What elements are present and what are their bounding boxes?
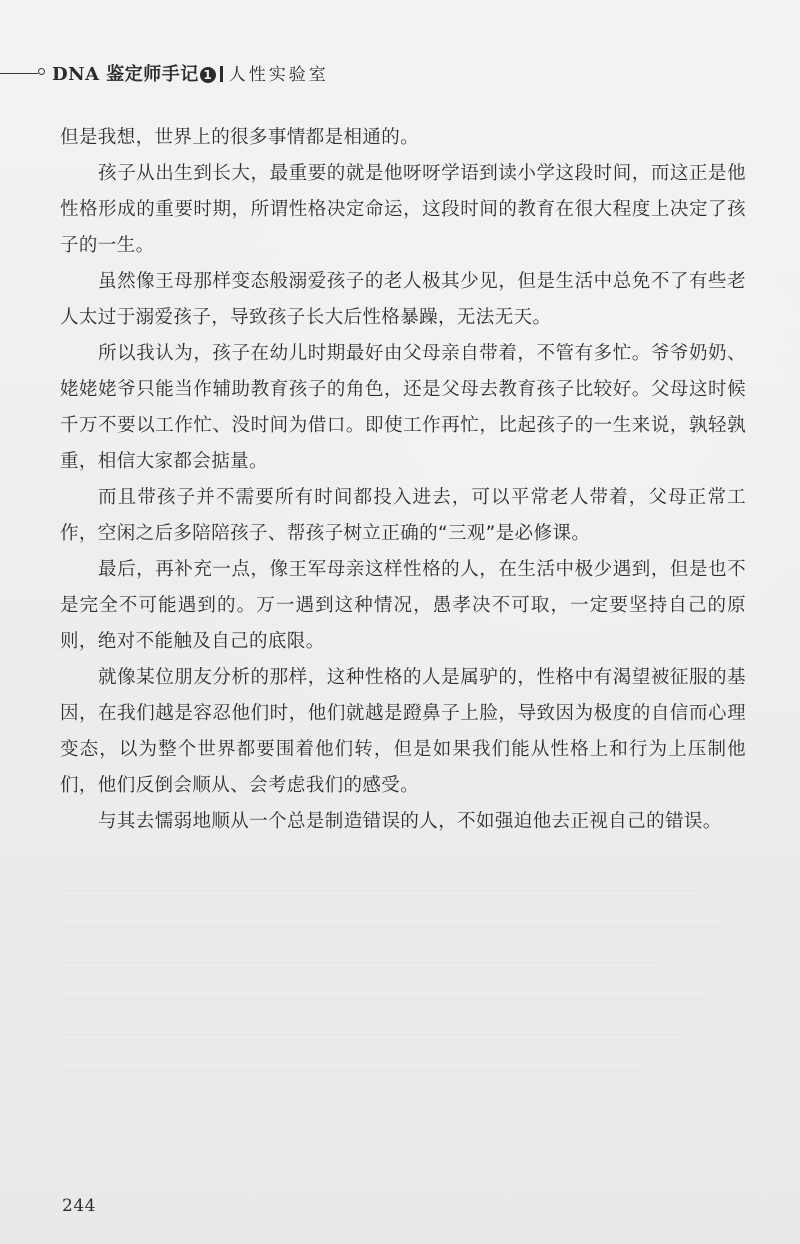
paragraph: 最后，再补充一点，像王军母亲这样性格的人，在生活中极少遇到，但是也不是完全不可能遇到的。万一遇到这种情况，愚孝决不可取，一定要坚持自己的原则，绝对不能触及自己的底限。 — [60, 559, 746, 652]
header-rule-line — [0, 73, 38, 74]
header-separator — [220, 66, 223, 82]
header-circle-icon — [38, 68, 45, 75]
paragraph: 而且带孩子并不需要所有时间都投入进去，可以平常老人带着，父母正常工作，空闲之后多陪陪孩子、帮孩子树立正确的“三观”是必修课。 — [60, 487, 746, 544]
book-title-main: DNA 鉴定师手记 — [52, 64, 199, 85]
paragraph: 与其去懦弱地顺从一个总是制造错误的人，不如强迫他去正视自己的错误。 — [98, 811, 722, 832]
book-title — [52, 60, 329, 86]
volume-badge: 1 — [200, 67, 216, 83]
paragraph: 所以我认为，孩子在幼儿时期最好由父母亲自带着，不管有多忙。爷爷奶奶、姥姥姥爷只能当作辅助教育孩子的角色，还是父母去教育孩子比较好。父母这时候千万不要以工作忙、没时间为借口。即使工作再忙，比起孩子的一生来说，孰轻孰重，相信大家都会掂量。 — [60, 343, 746, 472]
running-header — [0, 58, 800, 86]
show-through-texture — [60, 880, 750, 1130]
body-text — [60, 120, 746, 840]
paragraph: 就像某位朋友分析的那样，这种性格的人是属驴的，性格中有渴望被征服的基因，在我们越是容忍他们时，他们就越是蹬鼻子上脸，导致因为极度的自信而心理变态，以为整个世界都要围着他们转，但是如果我们能从性格上和行为上压制他们，他们反倒会顺从、会考虑我们的感受。 — [60, 667, 746, 796]
paragraph: 孩子从出生到长大，最重要的就是他呀呀学语到读小学这段时间，而这正是他性格形成的重要时期，所谓性格决定命运，这段时间的教育在很大程度上决定了孩子的一生。 — [60, 163, 746, 256]
paragraph: 虽然像王母那样变态般溺爱孩子的老人极其少见，但是生活中总免不了有些老人太过于溺爱孩子，导致孩子长大后性格暴躁，无法无天。 — [60, 271, 746, 328]
paragraph: 但是我想，世界上的很多事情都是相通的。 — [60, 127, 420, 148]
book-subtitle: 人性实验室 — [228, 65, 329, 85]
page-number: 244 — [62, 1196, 96, 1216]
